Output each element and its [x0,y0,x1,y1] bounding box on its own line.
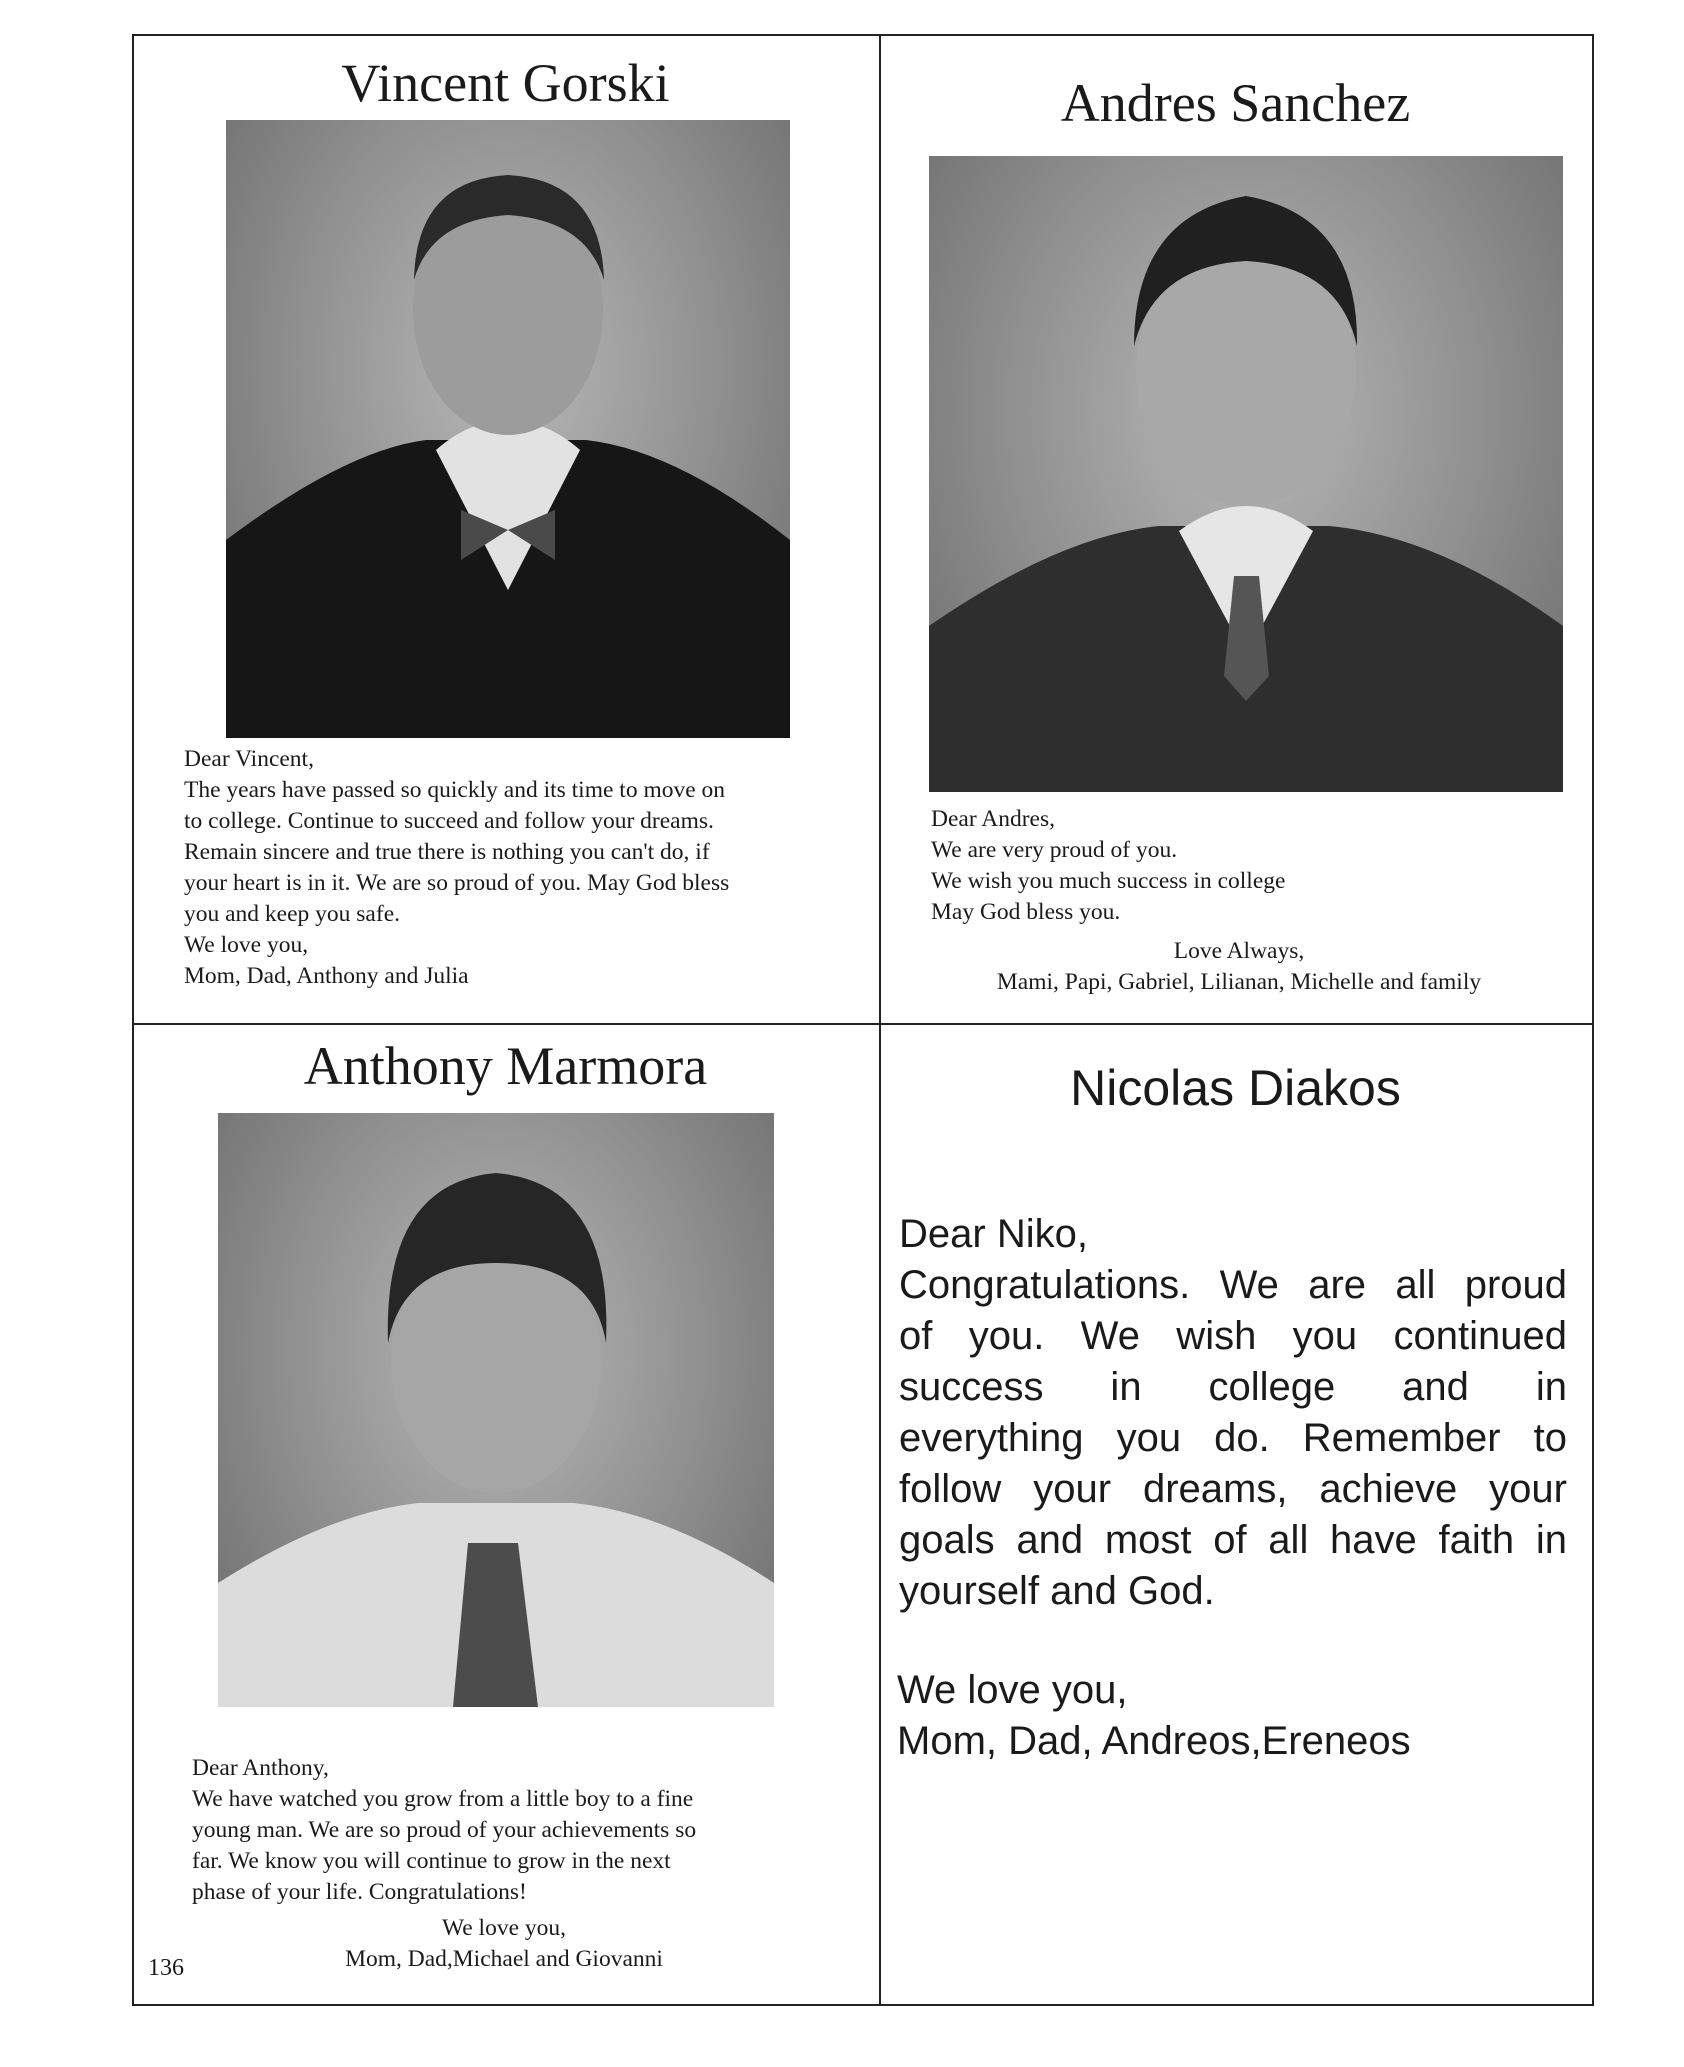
tribute-closing [897,1665,1565,1767]
message-line: your heart is in it. We are so proud of you. May God bless [184,870,730,897]
message-line: far. We know you will continue to grow in the next [192,1848,671,1875]
student-name: Andres Sanchez [1060,73,1411,133]
student-name: Vincent Gorski [341,53,670,113]
tribute-message [192,1753,696,1908]
closing-line: Love Always, [1173,938,1305,964]
message-line: Dear Niko, [899,1212,1088,1256]
signature-line: Mami, Papi, Gabriel, Lilianan, Michelle and family [996,969,1482,996]
message-line: We are very proud of you. [931,837,1178,864]
message-line: We have watched you grow from a little boy to a fine [192,1786,694,1813]
message-line: everything you do. Remember to [899,1416,1567,1460]
message-line: Mom, Dad, Anthony and Julia [184,963,469,990]
message-line: We love you, [184,932,309,959]
tribute-vincent-gorski [134,36,877,1021]
message-line: May God bless you. [931,899,1121,926]
message-line: follow your dreams, achieve your [899,1467,1567,1511]
message-line: success in college and in [899,1365,1567,1409]
student-portrait-photo [218,1113,774,1707]
signature-line: Mom, Dad, Andreos,Ereneos [897,1719,1411,1763]
portrait-silhouette [929,156,1563,792]
portrait-silhouette [218,1113,774,1707]
message-line: young man. We are so proud of your achievements so [192,1817,697,1844]
student-name: Anthony Marmora [303,1036,708,1096]
tribute-anthony-marmora [134,1023,877,2004]
message-line: Dear Vincent, [184,746,314,772]
message-line: We wish you much success in college [931,868,1286,895]
message-line: goals and most of all have faith in [899,1518,1567,1562]
message-line: to college. Continue to succeed and follow your dreams. [184,808,714,835]
student-portrait-photo [929,156,1563,792]
signature-line: Mom, Dad,Michael and Giovanni [345,1946,663,1973]
tribute-message [931,804,1285,928]
message-line: yourself and God. [899,1569,1215,1613]
message-line: Dear Anthony, [192,1755,329,1781]
tribute-andres-sanchez [879,36,1592,1021]
closing-line: We love you, [897,1668,1128,1712]
tribute-message [184,744,729,992]
message-line: Dear Andres, [931,806,1055,832]
student-portrait-photo [226,120,790,738]
tribute-closing [254,1913,754,1975]
student-name: Nicolas Diakos [1070,1060,1401,1116]
page-number: 136 [148,1955,184,1981]
message-line: Congratulations. We are all proud [899,1263,1567,1307]
tribute-nicolas-diakos [879,1023,1592,2004]
message-line: phase of your life. Congratulations! [192,1879,527,1906]
message-line: you and keep you safe. [184,901,400,928]
closing-line: We love you, [441,1915,567,1941]
tribute-message [899,1209,1567,1617]
message-line: of you. We wish you continued [899,1314,1567,1358]
portrait-silhouette [226,120,790,738]
tribute-closing [919,936,1559,998]
message-line: The years have passed so quickly and its time to move on [184,777,726,804]
message-line: Remain sincere and true there is nothing you can't do, if [184,839,710,866]
